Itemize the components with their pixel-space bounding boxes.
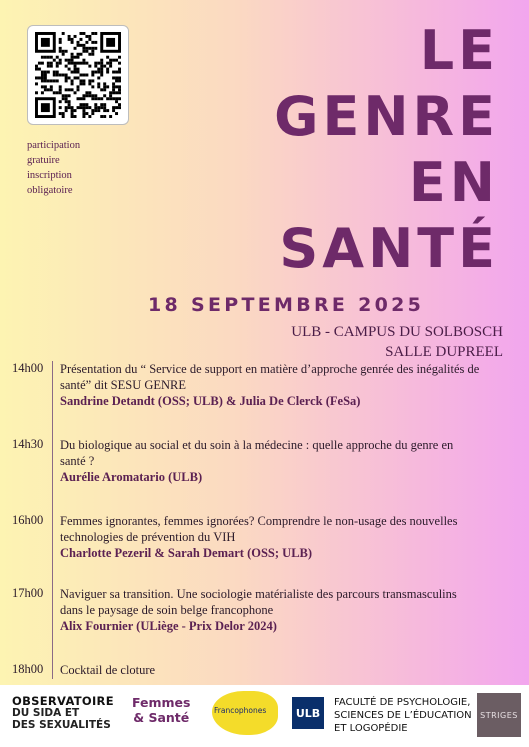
program-speaker: Alix Fournier (ULiège - Prix Delor 2024) <box>60 619 277 633</box>
info-line: obligatoire <box>27 185 73 196</box>
femmes-sante-line: Femmes <box>132 695 191 710</box>
info-line: participation <box>27 140 81 151</box>
program-title: Femmes ignorantes, femmes ignorées? Comprendre le non-usage des nouvelles technologies de prévention du VIH <box>60 514 458 544</box>
program-text-block <box>60 513 480 561</box>
program-time: 16h00 <box>12 513 44 527</box>
francophones-logo <box>212 691 278 735</box>
participation-info <box>27 138 80 198</box>
title-line: EN <box>408 151 499 214</box>
event-title <box>219 18 499 282</box>
program-text-block <box>60 361 480 409</box>
title-line: GENRE <box>274 85 499 148</box>
femmes-sante-logo <box>132 695 190 725</box>
title-line: SANTÉ <box>279 217 499 280</box>
program-title: Cocktail de cloture <box>60 663 156 677</box>
faculte-line: SCIENCES DE L’ÉDUCATION <box>334 710 472 721</box>
program-time: 14h00 <box>12 361 44 375</box>
program-text-block <box>60 437 480 485</box>
program-divider <box>52 361 53 679</box>
qr-code <box>27 25 129 125</box>
striges-logo: STRIGES <box>477 693 521 737</box>
program-speaker: Sandrine Detandt (OSS; ULB) & Julia De Clerck (FeSa) <box>60 394 361 408</box>
event-location <box>291 322 503 362</box>
location-campus: ULB - CAMPUS DU SOLBOSCH <box>291 324 503 340</box>
observatoire-line: DU SIDA ET <box>12 707 80 719</box>
ulb-logo: ULB <box>292 697 324 729</box>
program-text-block <box>60 662 480 678</box>
partner-logos <box>0 685 529 747</box>
qr-code-icon <box>35 32 121 118</box>
femmes-sante-line: & Santé <box>133 710 190 725</box>
observatoire-line: OBSERVATOIRE <box>12 694 114 708</box>
program-speaker: Aurélie Aromatario (ULB) <box>60 470 203 484</box>
program-time: 17h00 <box>12 586 44 600</box>
observatoire-line: DES SEXUALITÉS <box>12 719 111 731</box>
francophones-label: Francophones <box>214 706 267 715</box>
info-line: gratuire <box>27 155 60 166</box>
faculte-line: FACULTÉ DE PSYCHOLOGIE, <box>334 697 471 708</box>
program-title: Présentation du “ Service de support en matière d’approche genrée des inégalités de santé” dit SESU GENRE <box>60 362 480 392</box>
info-line: inscription <box>27 170 72 181</box>
event-date: 18 SEPTEMBRE 2025 <box>148 294 425 316</box>
program-title: Naviguer sa transition. Une sociologie matérialiste des parcours transmasculins dans le paysage de soin belge francophone <box>60 587 457 617</box>
observatoire-logo <box>12 695 114 731</box>
faculte-logo <box>334 696 472 735</box>
program-text-block <box>60 586 480 634</box>
title-line: LE <box>419 19 499 82</box>
faculte-line: ET LOGOPÉDIE <box>334 723 408 734</box>
program-title: Du biologique au social et du soin à la médecine : quelle approche du genre en santé ? <box>60 438 454 468</box>
location-room: SALLE DUPREEL <box>385 344 503 360</box>
program-time: 18h00 <box>12 662 44 676</box>
program-speaker: Charlotte Pezeril & Sarah Demart (OSS; ULB) <box>60 546 313 560</box>
program-time: 14h30 <box>12 437 44 451</box>
